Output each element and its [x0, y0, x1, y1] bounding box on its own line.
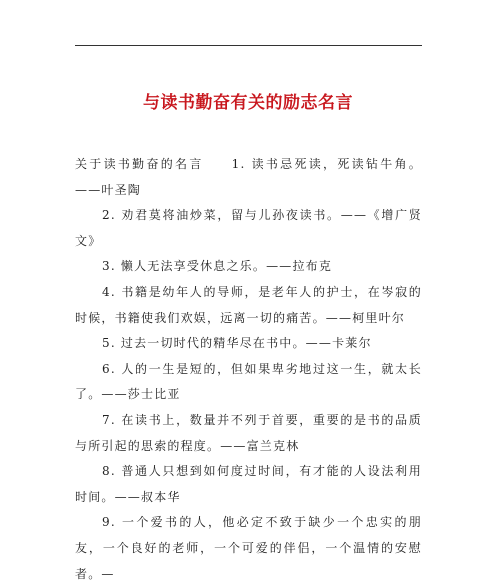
quote-paragraph-6: 6. 人的一生是短的，但如果卑劣地过这一生，就太长了。——莎士比亚 — [75, 361, 422, 402]
quote-paragraph-7: 7. 在读书上，数量并不列于首要，重要的是书的品质与所引起的思索的程度。——富兰克林 — [75, 412, 422, 453]
quote-paragraph-5: 5. 过去一切时代的精华尽在书中。——卡莱尔 — [102, 336, 372, 351]
document-title: 与读书勤奋有关的励志名言 — [143, 93, 353, 113]
quote-paragraph-8: 8. 普通人只想到如何度过时间，有才能的人设法利用时间。——叔本华 — [75, 464, 422, 504]
quote-paragraph-4: 4. 书籍是幼年人的导师，是老年人的护士，在岑寂的时候，书籍使我们欢娱，远离一切的痛苦。——柯里叶尔 — [75, 284, 422, 325]
intro-label: 关于读书勤奋的名言 — [75, 157, 204, 171]
quote-paragraph-2: 2. 劝君莫将油炒菜，留与儿孙夜读书。——《增广贤文》 — [75, 208, 422, 248]
quote-paragraph-9: 9. 一个爱书的人，他必定不致于缺少一个忠实的朋友，一个良好的老师，一个可爱的伴侣，一个温情的安慰者。— — [75, 515, 422, 581]
header-rule — [75, 45, 422, 46]
document-body — [75, 152, 422, 587]
quote-paragraph-3: 3. 懒人无法享受休息之乐。——拉布克 — [102, 259, 333, 274]
quote-paragraph-1 — [75, 152, 422, 203]
quote-text: 1. 读书忌死读，死读钻牛角。——叶圣陶 — [75, 157, 422, 197]
